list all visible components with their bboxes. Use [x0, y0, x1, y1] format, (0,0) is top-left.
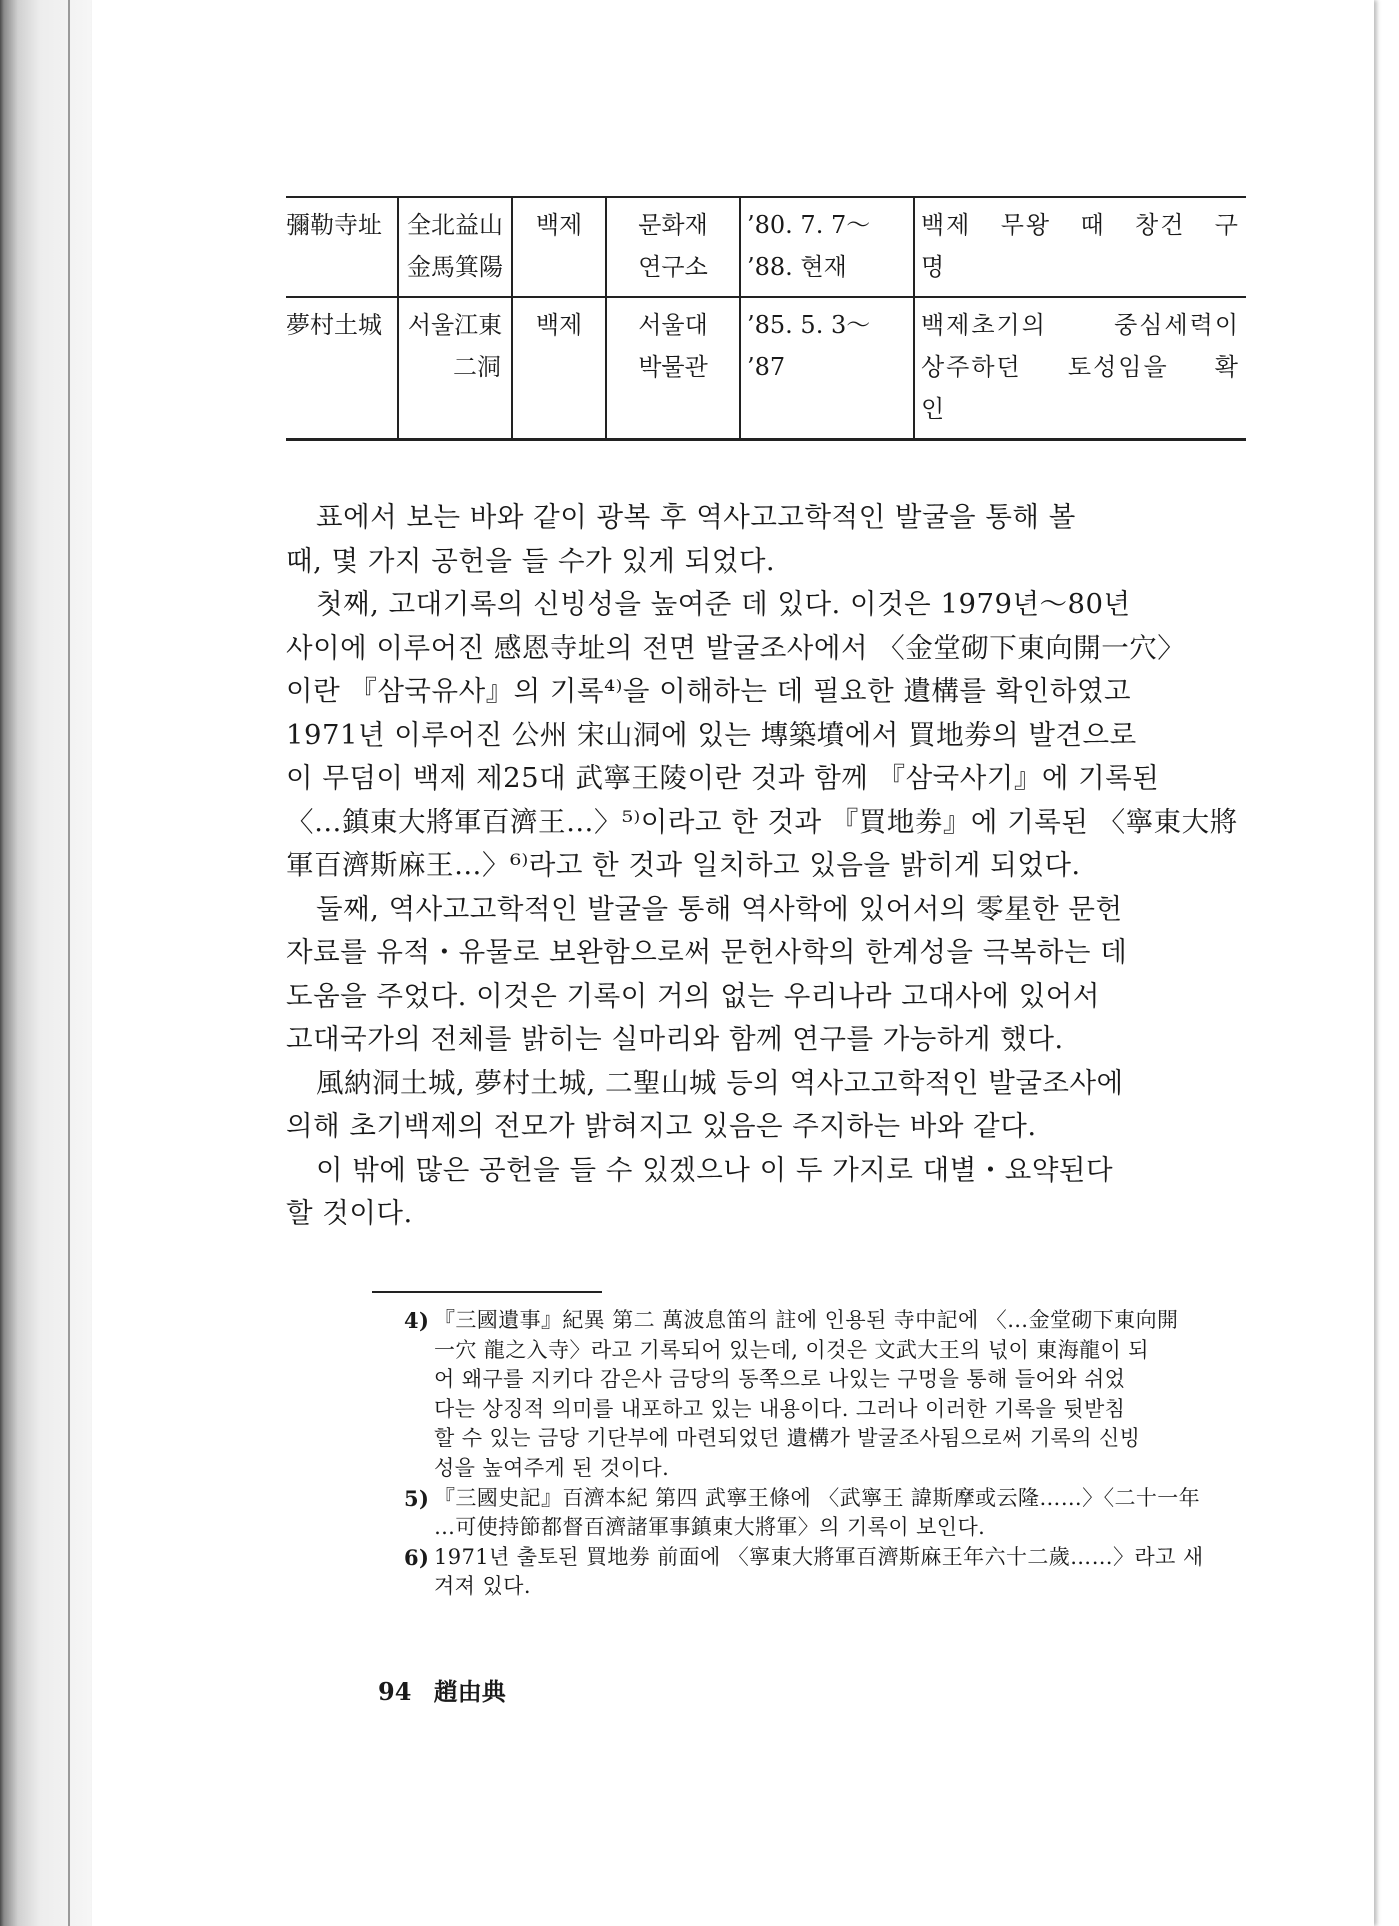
site-note: 백제초기의 중심세력이 상주하던 토성임을 확 인 — [914, 297, 1246, 440]
body-line: 할 것이다. — [286, 1197, 413, 1229]
site-name: 彌勒寺址 — [286, 197, 398, 297]
body-line: 의해 초기백제의 전모가 밝혀지고 있음은 주지하는 바와 같다. — [286, 1110, 1037, 1142]
site-era: 백제 — [512, 197, 606, 297]
footnote-4: 4) 『三國遺事』紀異 第二 萬波息笛의 註에 인용된 寺中記에 〈…金堂砌下東向開 一穴 龍之入寺〉라고 기록되어 있는데, 이것은 文武大王의 넋이 東海龍이 되 어 왜구를 지키다 감은사 금당의 동쪽으로 나있는 구멍을 통해 들어와 쉬었 다는 상징적 의미를 내포하고 있는 내용이다. 그러나 이러한 기록을 뒷받침 할 수 있는 금당 기단부에 마련되었던 遺構가 발굴조사됨으로써 기록의 신빙 성을 높여주게 된 것이다. — [404, 1308, 1179, 1480]
spine-edge — [68, 0, 70, 1926]
footnote-number: 4) — [404, 1308, 430, 1333]
body-line: 표에서 보는 바와 같이 광복 후 역사고고학적인 발굴을 통해 볼 — [316, 501, 1076, 533]
site-organization: 서울대 박물관 — [606, 297, 740, 440]
body-line: 첫째, 고대기록의 신빙성을 높여준 데 있다. 이것은 1979년～80년 — [316, 588, 1131, 620]
site-location: 全北益山 金馬箕陽 — [398, 197, 512, 297]
footnote-number: 6) — [404, 1544, 430, 1570]
site-organization: 문화재 연구소 — [606, 197, 740, 297]
site-name: 夢村土城 — [286, 297, 398, 440]
table-row — [286, 197, 1246, 297]
body-line: 1971년 이루어진 公州 宋山洞에 있는 塼築墳에서 買地劵의 발견으로 — [286, 718, 1137, 751]
page-content — [286, 0, 1326, 1926]
body-line: 〈…鎮東大將軍百濟王…〉⁵⁾이라고 한 것과 『買地劵』에 기록된 〈寧東大將 — [286, 805, 1238, 838]
footnote-6: 6) 1971년 출토된 買地劵 前面에 〈寧東大將軍百濟斯麻王年六十二歲……〉라고 새 겨져 있다. — [404, 1544, 1204, 1599]
body-text — [286, 496, 1246, 1236]
page-footer — [378, 1672, 506, 1707]
site-era: 백제 — [512, 297, 606, 440]
body-line: 이 무덤이 백제 제25대 武寧王陵이란 것과 함께 『삼국사기』에 기록된 — [286, 762, 1160, 794]
author-name: 趙由典 — [433, 1677, 506, 1706]
site-note: 백제 무왕 때 창건 구 명 — [914, 197, 1246, 297]
body-line: 도움을 주었다. 이것은 기록이 거의 없는 우리나라 고대사에 있어서 — [286, 979, 1100, 1012]
body-line: 둘째, 역사고고학적인 발굴을 통해 역사학에 있어서의 零星한 문헌 — [316, 892, 1123, 925]
book-page — [92, 0, 1374, 1926]
site-period: ’80. 7. 7～ ’88. 현재 — [740, 197, 914, 297]
page-number: 94 — [378, 1677, 412, 1706]
body-line: 軍百濟斯麻王…〉⁶⁾라고 한 것과 일치하고 있음을 밝히게 되었다. — [286, 849, 1081, 881]
footnote-number: 5) — [404, 1485, 430, 1511]
body-line: 이란 『삼국유사』의 기록⁴⁾을 이해하는 데 필요한 遺構를 확인하였고 — [286, 675, 1132, 707]
body-line: 이 밖에 많은 공헌을 들 수 있겠으나 이 두 가지로 대별・요약된다 — [316, 1153, 1114, 1186]
body-line: 風納洞土城, 夢村土城, 二聖山城 등의 역사고고학적인 발굴조사에 — [316, 1066, 1124, 1099]
footnote-5: 5) 『三國史記』百濟本紀 第四 武寧王條에 〈武寧王 諱斯摩或云隆……〉〈二十一年 …可使持節都督百濟諸軍事鎮東大將軍〉의 기록이 보인다. — [404, 1485, 1201, 1540]
excavation-table — [286, 196, 1246, 441]
body-line: 자료를 유적・유물로 보완함으로써 문헌사학의 한계성을 극복하는 데 — [286, 936, 1128, 968]
footnotes — [406, 1306, 1306, 1602]
table-row — [286, 297, 1246, 440]
footnote-divider — [372, 1291, 602, 1293]
body-line: 사이에 이루어진 感恩寺址의 전면 발굴조사에서 〈金堂砌下東向開一穴〉 — [286, 631, 1186, 664]
body-line: 고대국가의 전체를 밝히는 실마리와 함께 연구를 가능하게 했다. — [286, 1023, 1064, 1055]
site-period: ’85. 5. 3～ ’87 — [740, 297, 914, 440]
book-spine — [0, 0, 96, 1926]
site-location: 서울江東 二洞 — [398, 297, 512, 440]
body-line: 때, 몇 가지 공헌을 들 수가 있게 되었다. — [286, 544, 776, 577]
